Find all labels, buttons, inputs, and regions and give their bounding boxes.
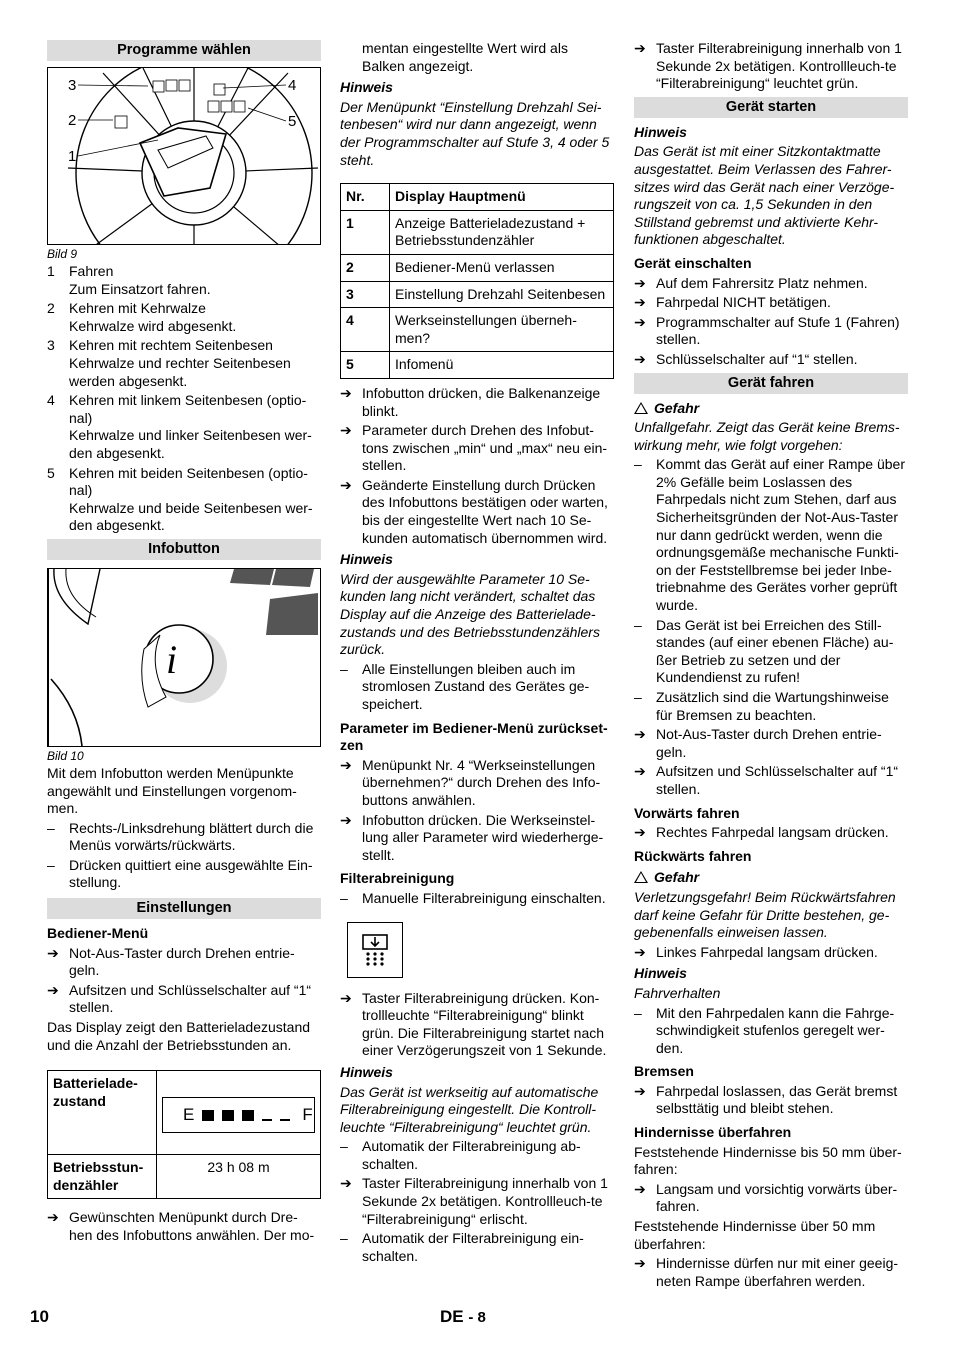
paragraph: Mit dem Infobutton werden Menüpunkte angewählt und Einstellungen vorgenom-men. [47,764,297,817]
display-f-label: F [302,1105,313,1125]
hint-text: Wird der ausgewählte Parameter 10 Se-kunden lang nicht verändert, schaltet das Display auf die Anzeige des Batterielade-zustands und des Betriebsstundenzählers zurück. [340,570,600,658]
table-cell: Einstellung Drehzahl Seitenbesen [390,281,614,308]
table-cell: 4 [341,308,390,352]
menu-table [340,183,614,379]
table-row [341,281,614,308]
dash-item: – Manuelle Filterabreinigung einschalten. [340,889,606,906]
table-header: Nr. [341,184,390,211]
list-item-detail: Zum Einsatzort fahren. [69,280,211,297]
column-1 [47,40,321,1247]
figure-program-switch [47,67,321,245]
action-step: ➔ Programmschalter auf Stufe 1 (Fahren) stellen. [634,313,900,348]
action-step: ➔ Auf dem Fahrersitz Platz nehmen. [634,274,868,291]
list-item-detail: Kehrwalze und rechter Seitenbesen werden abgesenkt. [69,354,291,389]
table-row [341,308,614,352]
hint-heading: Hinweis [340,79,393,96]
table-cell: 3 [341,281,390,308]
subheading: Bediener-Menü [47,925,149,942]
table-row [341,254,614,281]
table-header: Display Hauptmenü [390,184,614,211]
action-step: ➔ Schlüsselschalter auf “1“ stellen. [634,350,858,367]
subheading: Vorwärts fahren [634,804,740,821]
table-cell: Anzeige Batterieladezustand + Betriebsstundenzähler [390,210,614,254]
subheading: Hindernisse überfahren [634,1124,792,1141]
dash-item: – Rechts-/Linksdrehung blättert durch die Menüs vorwärts/rückwärts. [47,819,314,854]
danger-heading: Gefahr [634,400,908,418]
dash-item: – Zusätzlich sind die Wartungshinweise für Bremsen zu beachten. [634,689,889,723]
hint-text: Fahrverhalten [634,984,721,1001]
paragraph: mentan eingestellte Wert wird als Balken angezeigt. [362,40,568,74]
battery-display [162,1097,315,1133]
column-2 [340,40,614,1267]
section-heading: Einstellungen [47,898,321,919]
column-3 [634,40,908,1292]
action-step: ➔ Langsam und vorsichtig vorwärts über-fahren. [634,1180,898,1215]
table-cell: Werkseinstellungen überneh-men? [390,308,614,352]
action-step: ➔ Not-Aus-Taster durch Drehen entrie-geln. [47,944,295,979]
table-cell: 2 [341,254,390,281]
action-step: ➔ Rechtes Fahrpedal langsam drücken. [634,824,889,841]
list-item: 1 Fahren [47,263,114,279]
callout-5: 5 [288,113,297,130]
hint-text: Das Gerät ist mit einer Sitzkontaktmatte ausgestattet. Beim Verlassen des Fahrer-sitzes wird das Gerät nach einer Verzöge-rungszeit von ca. 1,5 Sekunden in den Stillstand gebremst und aktivierte Kehr-funktionen abgeschaltet. [634,143,895,248]
section-heading: Programme wählen [47,40,321,61]
danger-heading: Gefahr [634,869,908,887]
danger-text: Unfallgefahr. Zeigt das Gerät keine Brems-wirkung mehr, wie folgt vorgehen: [634,419,900,453]
subheading: Bremsen [634,1063,694,1080]
hint-heading: Hinweis [634,965,687,982]
figure-caption: Bild 10 [47,748,84,763]
dash-item: – Mit den Fahrpedalen kann die Fahrge-schwindigkeit stufenlos geregelt wer-den. [634,1004,895,1056]
callout-4: 4 [288,77,297,94]
callout-1: 1 [68,148,77,165]
action-step: ➔ Not-Aus-Taster durch Drehen entrie-geln. [634,726,882,760]
table-cell: Infomenü [390,352,614,379]
paragraph: Feststehende Hindernisse über 50 mm überfahren: [634,1218,876,1252]
table-row [341,352,614,379]
infobutton-drawing [48,569,318,746]
section-heading: Gerät starten [634,97,908,118]
action-step: ➔ Hindernisse dürfen nur mit einer geeig-neten Rampe überfahren werden. [634,1255,899,1289]
section-heading: Gerät fahren [634,373,908,394]
action-step: ➔ Taster Filterabreinigung innerhalb von 1 Sekunde 2x betätigen. Kontrollleuch-te “Filterabreinigung“ erlischt. [340,1175,608,1227]
action-step: ➔ Fahrpedal loslassen, das Gerät bremst selbsttätig und bleibt stehen. [634,1082,898,1117]
dash-item: – Automatik der Filterabreinigung ab-schalten. [340,1138,581,1172]
action-step: ➔ Geänderte Einstellung durch Drücken des Infobuttons bestätigen oder warten, bis der eingestellte Wert nach 10 Se-kunden automatisch übernommen wird. [340,476,608,546]
action-step: ➔ Infobutton drücken, die Balkenanzeige blinkt. [340,384,601,419]
hint-heading: Hinweis [340,551,393,568]
filter-clean-icon [347,922,403,978]
hint-text: Der Menüpunkt “Einstellung Drehzahl Sei-tenbesen“ wird nur dann angezeigt, wenn der Programmschalter auf Stufe 3, 4 oder 5 steht. [340,98,610,168]
action-step: ➔ Fahrpedal NICHT betätigen. [634,294,831,311]
display-table [47,1070,321,1199]
action-step: ➔ Taster Filterabreinigung innerhalb von 1 Sekunde 2x betätigen. Kontrollleuch-te “Filterabreinigung“ leuchtet grün. [634,40,902,92]
dash-item: – Kommt das Gerät auf einer Rampe über 2% Gefälle beim Loslassen des Fahrpedals nicht zum Stehen, darf aus Sicherheitsgründen der Not-Aus-Taster nur dann gedrückt werden, wenn die ordnungsgemäße mechanische Funkti-on der Feststellbremse bei jeder Inbe-triebnahme des Gerätes vorher geprüft wurde. [634,456,906,614]
action-step: ➔ Aufsitzen und Schlüsselschalter auf “1“ stellen. [634,763,899,797]
table-cell [157,1071,321,1155]
table-cell: Bediener-Menü verlassen [390,254,614,281]
subheading: Rückwärts fahren [634,847,752,864]
table-cell: 5 [341,352,390,379]
action-step: ➔ Linkes Fahrpedal langsam drücken. [634,943,878,960]
page-number: 10 [30,1307,49,1326]
table-cell: Batterielade-zustand [48,1071,157,1155]
table-cell: 23 h 08 m [157,1155,321,1199]
callout-3: 3 [68,77,77,94]
display-e-label: E [183,1105,195,1125]
list-item: 4 Kehren mit linkem Seitenbesen (optio-nal) [47,392,307,426]
page-label: DE - 8 [440,1307,486,1326]
list-item: 2 Kehren mit Kehrwalze [47,300,206,317]
danger-text: Verletzungsgefahr! Beim Rückwärtsfahren darf keine Gefahr für Dritte bestehen, ge-gebenenfalls einweisen lassen. [634,888,896,941]
dash-item: – Das Gerät ist bei Erreichen des Still-standes (auf einer ebenen Fläche) au-ßer Betrieb zu setzen und der Kundendienst zu rufen! [634,616,894,686]
paragraph: Das Display zeigt den Batterieladezustand und die Anzahl der Betriebsstunden an. [47,1019,311,1053]
table-cell: Betriebsstun-denzähler [48,1155,157,1199]
list-item: 3 Kehren mit rechtem Seitenbesen [47,337,273,354]
dash-item: – Drücken quittiert eine ausgewählte Ein-stellung. [47,856,313,891]
program-list [47,263,321,535]
action-step: ➔ Gewünschten Menüpunkt durch Dre-hen des Infobuttons anwählen. Der mo- [47,1209,315,1243]
list-item-detail: Kehrwalze und linker Seitenbesen wer-den abgesenkt. [69,427,312,461]
program-switch-drawing [48,68,320,244]
action-step: ➔ Menüpunkt Nr. 4 “Werkseinstellungen übernehmen?“ durch Drehen des Info-buttons anwählen. [340,756,601,808]
action-step: ➔ Taster Filterabreinigung drücken. Kon-trollleuchte “Filterabreinigung“ blinkt grün. Die Filterabreinigung startet nach einer Verzögerungszeit von 1 Sekunde. [340,989,607,1059]
table-row [341,210,614,254]
list-item: 5 Kehren mit beiden Seitenbesen (optio-nal) [47,464,308,499]
warning-icon [634,871,648,883]
hint-heading: Hinweis [340,1063,393,1080]
subheading: Gerät einschalten [634,254,752,271]
callout-2: 2 [68,112,77,129]
paragraph: Feststehende Hindernisse bis 50 mm über-fahren: [634,1143,902,1178]
action-step: ➔ Parameter durch Drehen des Infobut-tons zwischen „min“ und „max“ neu ein-stellen. [340,422,608,474]
warning-icon [634,402,648,414]
action-step: ➔ Aufsitzen und Schlüsselschalter auf “1“ stellen. [47,981,312,1016]
dash-item: – Automatik der Filterabreinigung ein-schalten. [340,1230,584,1264]
figure-caption: Bild 9 [47,247,78,261]
subheading: Filterabreinigung [340,870,455,887]
hint-text: Das Gerät ist werkseitig auf automatische Filterabreinigung eingestellt. Die Kontroll-leuchte “Filterabreinigung“ leuchtet grün. [340,1083,599,1135]
table-cell: 1 [341,210,390,254]
list-item-detail: Kehrwalze und beide Seitenbesen wer-den abgesenkt. [69,499,313,534]
subheading: Parameter im Bediener-Menü zurückset-zen [340,719,608,754]
info-icon: i [166,636,178,682]
dash-item: – Alle Einstellungen bleiben auch im stromlosen Zustand des Gerätes ge-speichert. [340,660,590,712]
list-item-detail: Kehrwalze wird abgesenkt. [69,317,237,334]
hint-heading: Hinweis [634,123,687,140]
section-heading: Infobutton [47,539,321,560]
figure-infobutton [47,568,321,747]
action-step: ➔ Infobutton drücken. Die Werkseinstel-lung aller Parameter wird wiederherge-stellt. [340,811,604,863]
